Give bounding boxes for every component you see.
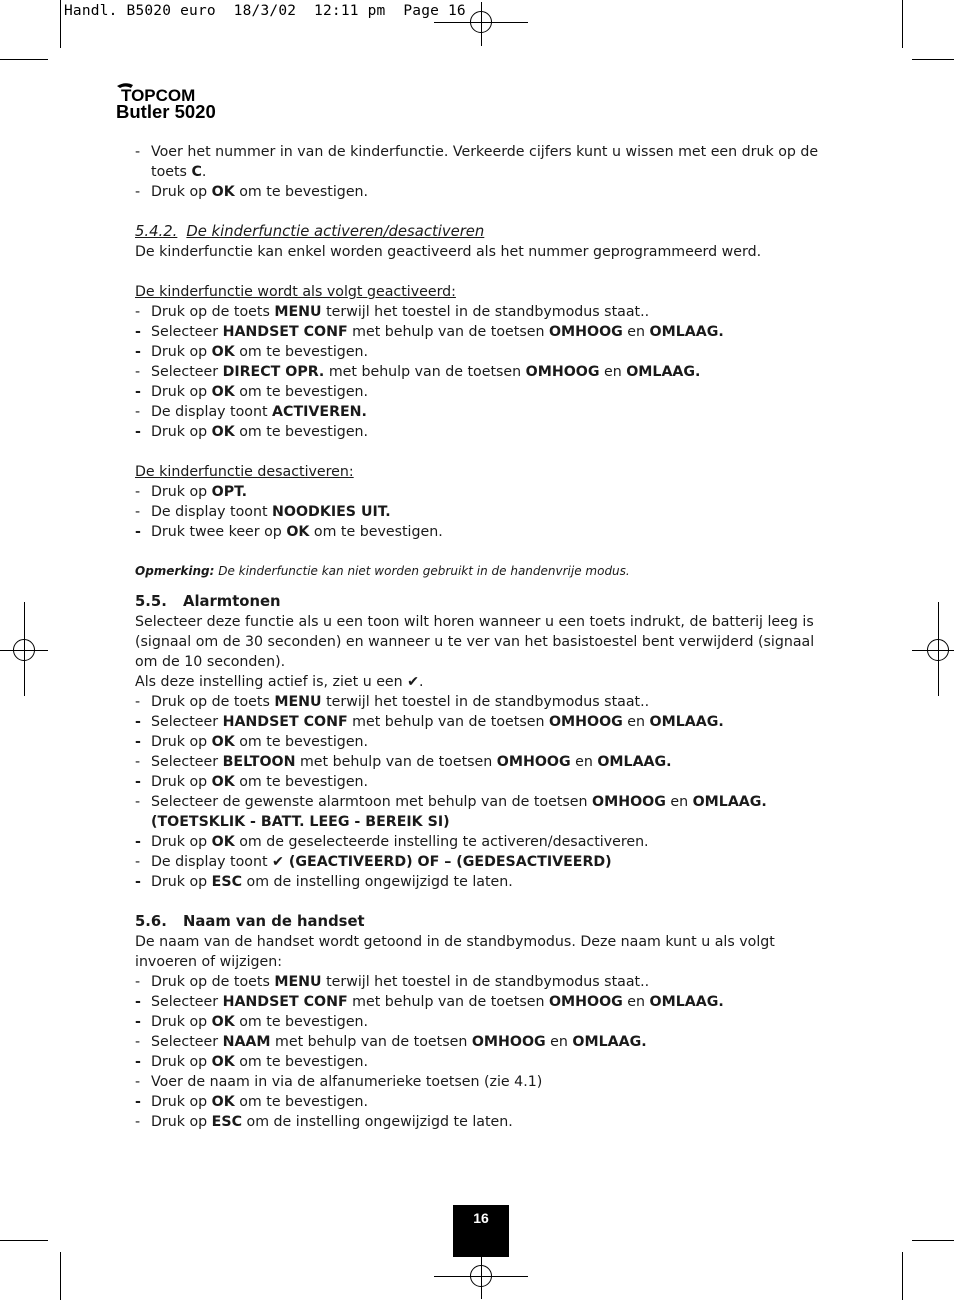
crop-mark (0, 1240, 48, 1241)
list-item: - Druk op OK om te bevestigen. (135, 1054, 369, 1070)
list-item: - Druk op OK om te bevestigen. (135, 184, 369, 200)
list-item: - Druk op OK om te bevestigen. (135, 424, 369, 440)
list-item: - De display toont NOODKIES UIT. (135, 504, 391, 520)
deactivate-steps (135, 482, 835, 542)
printer-slug: Handl. B5020 euro 18/3/02 12:11 pm Page 16 (64, 3, 466, 19)
list-item: - Selecteer BELTOON met behulp van de toetsen OMHOOG en OMLAAG. (135, 754, 672, 770)
list-item: - Selecteer HANDSET CONF met behulp van de toetsen OMHOOG en OMLAAG. (135, 714, 724, 730)
list-item: - Druk op OK om te bevestigen. (135, 344, 369, 360)
list-item: - Druk twee keer op OK om te bevestigen. (135, 524, 443, 540)
activate-heading: De kinderfunctie wordt als volgt geactiveerd: (135, 284, 456, 300)
crop-mark (912, 1240, 954, 1241)
list-item: - Druk op de toets MENU terwijl het toestel in de standbymodus staat.. (135, 694, 650, 710)
list-item: - Druk op ESC om de instelling ongewijzigd te laten. (135, 1114, 513, 1130)
list-item: - Druk op ESC om de instelling ongewijzigd te laten. (135, 874, 513, 890)
list-item: - De display toont ✔ (GEACTIVEERD) OF – (GEDESACTIVEERD) (135, 854, 612, 870)
intro-steps (135, 142, 835, 202)
bullet-dash: - (135, 184, 141, 200)
crop-mark (60, 1252, 61, 1300)
list-item: - Druk op OK om de geselecteerde instelling te activeren/desactiveren. (135, 834, 649, 850)
handset-name-steps (135, 972, 835, 1132)
note-label: Opmerking: (135, 564, 215, 578)
list-item: - Druk op OK om te bevestigen. (135, 1094, 369, 1110)
list-item: - De display toont ACTIVEREN. (135, 404, 367, 420)
list-item: - Druk op OK om te bevestigen. (135, 734, 369, 750)
list-item: - Selecteer NAAM met behulp van de toetsen OMHOOG en OMLAAG. (135, 1034, 647, 1050)
active-line: Als deze instelling actief is, ziet u een ✔. (135, 674, 424, 690)
crop-mark (60, 0, 61, 48)
crop-mark (0, 59, 48, 60)
note (135, 562, 835, 580)
list-item: - Selecteer DIRECT OPR. met behulp van de toetsen OMHOOG en OMLAAG. (135, 364, 701, 380)
section-heading-5-4-2: 5.4.2. De kinderfunctie activeren/desactiveren (135, 223, 485, 240)
bullet-dash: - (135, 144, 141, 160)
page-content (135, 142, 835, 1132)
list-item: - Druk op OK om te bevestigen. (135, 1014, 369, 1030)
crop-mark (902, 1252, 903, 1300)
product-model: Butler 5020 (116, 101, 216, 122)
page-number: 16 (453, 1205, 509, 1257)
section-heading-5-5: 5.5. Alarmtonen (135, 593, 281, 610)
crop-mark (912, 59, 954, 60)
list-item: - Druk op de toets MENU terwijl het toestel in de standbymodus staat.. (135, 304, 650, 320)
section-paragraph: Selecteer deze functie als u een toon wilt horen wanneer u een toets indrukt, de batterij leeg is (signaal om de 30 seconden) en wanneer u te ver van het basistoestel bent verwijderd (signaal om de 10 seconden). (135, 614, 815, 670)
activate-steps (135, 302, 835, 442)
registration-circle (470, 11, 492, 33)
registration-circle (927, 639, 949, 661)
note-text: De kinderfunctie kan niet worden gebruikt in de handenvrije modus. (214, 564, 630, 578)
list-item: - Selecteer HANDSET CONF met behulp van de toetsen OMHOOG en OMLAAG. (135, 994, 724, 1010)
list-item: - Druk op OPT. (135, 484, 248, 500)
section-description: De kinderfunctie kan enkel worden geactiveerd als het nummer geprogrammeerd werd. (135, 244, 762, 260)
section-heading-5-6: 5.6. Naam van de handset (135, 913, 365, 930)
section-paragraph: De naam van de handset wordt getoond in de standbymodus. Deze naam kunt u als volgt invoeren of wijzigen: (135, 934, 775, 970)
registration-circle (470, 1265, 492, 1287)
deactivate-heading: De kinderfunctie desactiveren: (135, 464, 354, 480)
alarm-steps (135, 692, 835, 892)
list-item: - Selecteer HANDSET CONF met behulp van de toetsen OMHOOG en OMLAAG. (135, 324, 724, 340)
list-item: - Selecteer de gewenste alarmtoon met behulp van de toetsen OMHOOG en OMLAAG. (TOETSKLIK - BATT. LEEG - BEREIK SI) (135, 794, 767, 830)
list-item: - Druk op OK om te bevestigen. (135, 774, 369, 790)
registration-circle (13, 639, 35, 661)
logo-text: TOPCOM (121, 86, 196, 105)
list-item: - Voer het nummer in van de kinderfunctie. Verkeerde cijfers kunt u wissen met een druk op de toets C. (135, 144, 819, 180)
list-item: - Druk op de toets MENU terwijl het toestel in de standbymodus staat.. (135, 974, 650, 990)
crop-mark (902, 0, 903, 48)
list-item: - Voer de naam in via de alfanumerieke toetsen (zie 4.1) (135, 1074, 543, 1090)
list-item: - Druk op OK om te bevestigen. (135, 384, 369, 400)
